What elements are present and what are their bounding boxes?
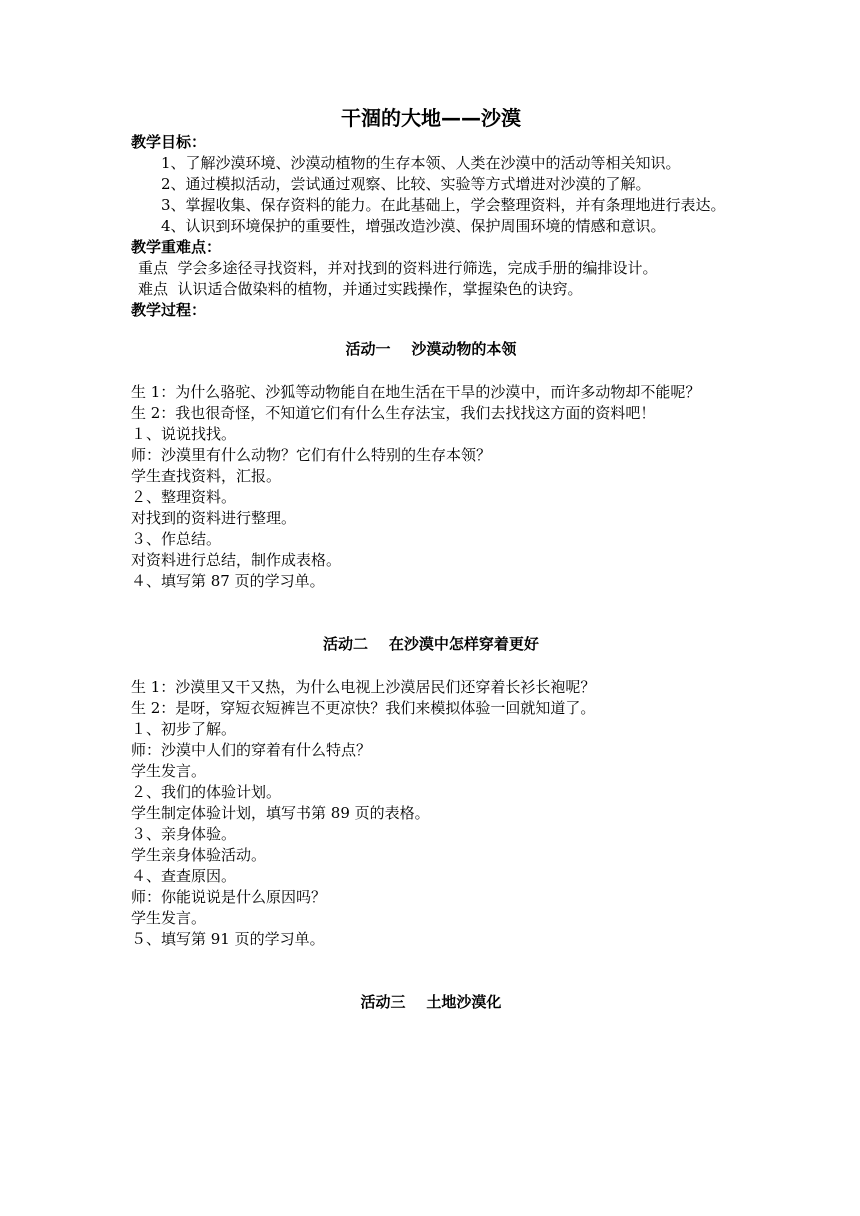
activity-line: ３、作总结。 — [131, 530, 222, 548]
activity-line: 师：沙漠中人们的穿着有什么特点？ — [131, 741, 372, 759]
objective-item: 4、认识到环境保护的重要性，增强改造沙漠、保护周围环境的情感和意识。 — [161, 217, 666, 235]
activity-line: ２、整理资料。 — [131, 488, 237, 506]
activity-heading: 活动一 沙漠动物的本领 — [345, 340, 517, 358]
key-point-difficulty: 难点 认识适合做染料的植物，并通过实践操作，掌握染色的诀窍。 — [138, 280, 583, 298]
activity-line: 学生发言。 — [131, 909, 207, 927]
document-title: 干涸的大地——沙漠 — [341, 106, 521, 130]
process-label: 教学过程： — [131, 301, 207, 319]
document-page — [131, 104, 731, 1013]
activity-line: 学生查找资料，汇报。 — [131, 467, 282, 485]
activity-line: 师：沙漠里有什么动物？它们有什么特别的生存本领？ — [131, 446, 492, 464]
activity-line: 对资料进行总结，制作成表格。 — [131, 551, 342, 569]
activity-line: 生 2：是呀，穿短衣短裤岂不更凉快？我们来模拟体验一回就知道了。 — [131, 699, 596, 717]
key-points-label: 教学重难点： — [131, 238, 222, 256]
activity-line: 生 2：我也很奇怪，不知道它们有什么生存法宝，我们去找找这方面的资料吧！ — [131, 404, 656, 422]
objectives-label: 教学目标： — [131, 133, 207, 151]
activity-line: １、说说找找。 — [131, 425, 237, 443]
activity-line: 对找到的资料进行整理。 — [131, 509, 297, 527]
activity-line: ３、亲身体验。 — [131, 825, 237, 843]
activity-line: 学生亲身体验活动。 — [131, 846, 267, 864]
activity-heading: 活动三 土地沙漠化 — [360, 993, 502, 1011]
activity-line: ５、填写第 91 页的学习单。 — [131, 930, 325, 948]
key-point-focus: 重点 学会多途径寻找资料，并对找到的资料进行筛选，完成手册的编排设计。 — [138, 259, 658, 277]
activity-line: ４、查查原因。 — [131, 867, 237, 885]
activity-line: １、初步了解。 — [131, 720, 237, 738]
activity-line: 师：你能说说是什么原因吗？ — [131, 888, 327, 906]
activity-line: ４、填写第 87 页的学习单。 — [131, 572, 325, 590]
activity-heading: 活动二 在沙漠中怎样穿着更好 — [323, 635, 539, 653]
activity-line: 生 1：为什么骆驼、沙狐等动物能自在地生活在干旱的沙漠中，而许多动物却不能呢？ — [131, 383, 701, 401]
activity-line: 生 1：沙漠里又干又热，为什么电视上沙漠居民们还穿着长衫长袍呢？ — [131, 678, 596, 696]
activity-line: ２、我们的体验计划。 — [131, 783, 282, 801]
objective-item: 2、通过模拟活动，尝试通过观察、比较、实验等方式增进对沙漠的了解。 — [161, 175, 651, 193]
activity-line: 学生制定体验计划，填写书第 89 页的表格。 — [131, 804, 430, 822]
activity-line: 学生发言。 — [131, 762, 207, 780]
objective-item: 3、掌握收集、保存资料的能力。在此基础上，学会整理资料，并有条理地进行表达。 — [161, 196, 726, 214]
objective-item: 1、了解沙漠环境、沙漠动植物的生存本领、人类在沙漠中的活动等相关知识。 — [161, 154, 681, 172]
